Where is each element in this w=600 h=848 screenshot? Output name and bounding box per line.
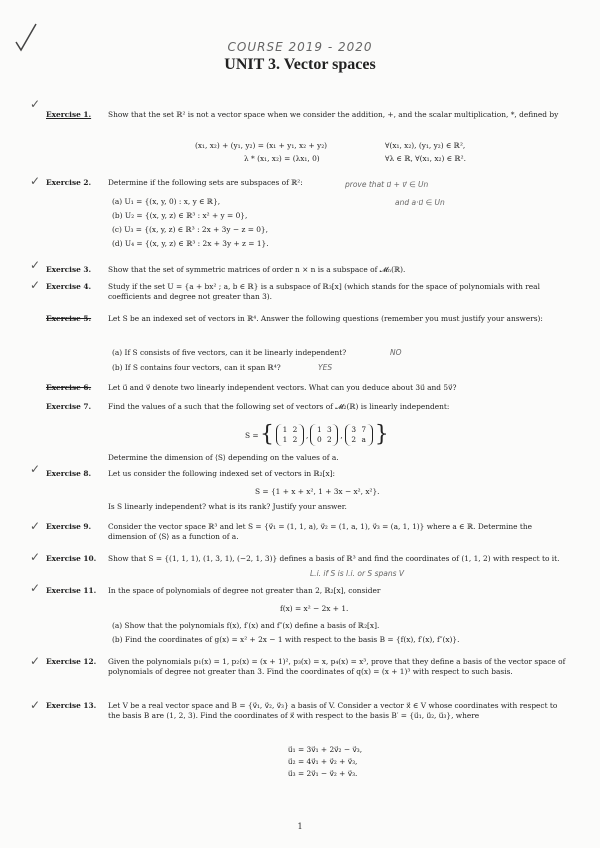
exercise-text: Consider the vector space ℝ³ and let S = {v⃗₁ = (1, 1, a), v⃗₂ = (1, a, 1), v⃗₃ = (a, 1, 1)} where a ∈ ℝ. Determine the dimension of ⟨S⟩ as a function of a.	[108, 522, 532, 541]
equation: u⃗₁ = 3v⃗₁ + 2v⃗₂ − v⃗₃,	[288, 745, 363, 754]
page-title: UNIT 3. Vector spaces	[224, 56, 376, 73]
matrix-entry: 0	[317, 435, 322, 444]
set-label: S =	[245, 431, 259, 440]
exercise-label: Exercise 1.	[46, 110, 92, 119]
sub-item: (d) U₄ = {(x, y, z) ∈ ℝ³ : 2x + 3y + z = 1}.	[112, 239, 269, 248]
exercise-text: Let V be a real vector space and B = {v⃗₁, v⃗₂, v⃗₃} a basis of V. Consider a vector x⃗ ∈ V whose coordinates with respect to the basis B are (1, 2, 3). Find the coordinates of x⃗ with respect to the basis B′ = {u⃗₁, u⃗₂, u⃗₃}, where	[108, 701, 558, 720]
exercise-label: Exercise 2.	[46, 178, 92, 187]
exercise-label: Exercise 8.	[46, 469, 92, 478]
exercise-label: Exercise 4.	[46, 282, 92, 291]
handwritten-note: prove that u⃗ + v⃗ ∈ Un	[345, 180, 429, 189]
exercise-label: Exercise 11.	[46, 586, 97, 595]
exercise-text: Show that S = {(1, 1, 1), (1, 3, 1), (−2, 1, 3)} defines a basis of ℝ³ and find the coordinates of (1, 1, 2) with respect to it.	[108, 554, 560, 563]
equation-condition: ∀(x₁, x₂), (y₁, y₂) ∈ ℝ²,	[385, 141, 466, 150]
equation: (x₁, x₂) + (y₁, y₂) = (x₁ + y₁, x₂ + y₂)	[195, 141, 328, 150]
matrix-entry: 2	[292, 435, 298, 444]
exercise-label: Exercise 9.	[46, 522, 92, 531]
exercise-label: Exercise 12.	[46, 657, 97, 666]
matrix-entry: 7	[361, 425, 367, 434]
course-header: COURSE 2019 - 2020	[227, 40, 373, 54]
matrix-entry: 3	[327, 425, 332, 434]
page-number: 1	[297, 822, 303, 831]
separator: ,	[306, 430, 309, 440]
exercise-text: Let us consider the following indexed set of vectors in ℝ₂[x]:	[108, 469, 335, 478]
checkmark-icon: ✓	[30, 174, 41, 188]
handwritten-note: L.i. if S is l.i. or S spans V	[310, 569, 405, 578]
matrix-set	[260, 420, 389, 450]
matrix-entry: 1	[282, 435, 288, 444]
exercise-text: Determine the dimension of ⟨S⟩ depending on the values of a.	[108, 453, 339, 462]
exercise-text: Show that the set ℝ² is not a vector space when we consider the addition, +, and the scalar multiplication, *, defined by	[108, 110, 559, 119]
exercise-text: Let u⃗ and v⃗ denote two linearly independent vectors. What can you deduce about 3u⃗ and 5v⃗?	[108, 383, 457, 392]
right-brace: }	[374, 422, 389, 447]
checkmark-icon: ✓	[30, 581, 41, 595]
exercise-text: Given the polynomials p₁(x) = 1, p₂(x) = (x + 1)², p₃(x) = x, p₄(x) = x³, prove that they define a basis of the vector space of polynomials of degree not greater than 3. Find the coordinates of q(x) = (x + 1)³ with respect to such basis.	[108, 657, 566, 676]
exercise-label: Exercise 7.	[46, 402, 92, 411]
sub-item: (c) U₃ = {(x, y, z) ∈ ℝ³ : 2x + 3y − z = 0},	[112, 225, 268, 234]
exercise-text: Show that the set of symmetric matrices of order n × n is a subspace of 𝓜ₙ(ℝ).	[108, 265, 406, 274]
exercise-label: Exercise 5.	[46, 314, 92, 323]
checkmark-icon: ✓	[30, 278, 41, 292]
left-brace: {	[260, 422, 274, 447]
checkmark-icon: ✓	[30, 550, 41, 564]
separator: ,	[340, 430, 343, 440]
sub-item: (b) If S contains four vectors, can it span ℝ⁴?	[112, 363, 281, 372]
exercise-text: Determine if the following sets are subspaces of ℝ²:	[108, 178, 303, 187]
handwritten-note: YES	[318, 363, 333, 372]
checkmark-icon: ✓	[30, 698, 41, 712]
exercise-text: In the space of polynomials of degree not greater than 2, ℝ₂[x], consider	[108, 586, 381, 595]
equation-condition: ∀λ ∈ ℝ, ∀(x₁, x₂) ∈ ℝ².	[385, 154, 466, 163]
exercise-text: Study if the set U = {a + bx² ; a, b ∈ ℝ} is a subspace of ℝ₃[x] (which stands for the space of polynomials with real coefficients and degree not greater than 3).	[108, 282, 540, 301]
exercise-text: Find the values of a such that the following set of vectors of 𝓜₂(ℝ) is linearly independent:	[108, 402, 450, 411]
matrix-entry: 2	[351, 435, 357, 444]
equation: f(x) = x² − 2x + 1.	[280, 604, 349, 613]
sub-item: (a) U₁ = {(x, y, 0) : x, y ∈ ℝ},	[112, 197, 221, 206]
sub-item: (a) If S consists of five vectors, can it be linearly independent?	[112, 348, 347, 357]
matrix	[276, 424, 304, 446]
handwritten-note: and a·u⃗ ∈ Un	[395, 198, 445, 207]
exercise-label: Exercise 6.	[46, 383, 92, 392]
equation: u⃗₃ = 2v⃗₁ − v⃗₂ + v⃗₃.	[288, 769, 358, 778]
matrix-entry: 1	[282, 425, 288, 434]
matrix-entry: 2	[292, 425, 298, 434]
matrix	[345, 424, 373, 446]
checkmark-icon: ✓	[30, 519, 41, 533]
checkmark-icon: ✓	[30, 97, 41, 111]
checkmark-icon: ✓	[30, 654, 41, 668]
checkmark-icon: ✓	[30, 462, 41, 476]
matrix-entry: 1	[317, 425, 322, 434]
matrix-entry: 2	[327, 435, 332, 444]
sub-item: (b) U₂ = {(x, y, z) ∈ ℝ³ : x² + y = 0},	[112, 211, 248, 220]
handwritten-note: NO	[390, 348, 402, 357]
exercise-label: Exercise 13.	[46, 701, 97, 710]
exercise-label: Exercise 10.	[46, 554, 97, 563]
sub-item: (b) Find the coordinates of g(x) = x² + 2x − 1 with respect to the basis B = {f(x), f′(x), f″(x)}.	[112, 635, 460, 644]
sub-item: (a) Show that the polynomials f(x), f′(x) and f″(x) define a basis of ℝ₂[x].	[112, 621, 380, 630]
exercise-text: Is S linearly independent? what is its rank? Justify your answer.	[108, 502, 347, 511]
equation: λ * (x₁, x₂) = (λx₁, 0)	[244, 154, 320, 163]
matrix-entry: 3	[351, 425, 357, 434]
checkmark-icon: ✓	[30, 258, 41, 272]
matrix	[310, 424, 338, 446]
exercise-text: Let S be an indexed set of vectors in ℝ⁴. Answer the following questions (remember you must justify your answers):	[108, 314, 543, 323]
matrix-entry: a	[361, 435, 366, 444]
equation: u⃗₂ = 4v⃗₁ + v⃗₂ + v⃗₃,	[288, 757, 358, 766]
equation: S = {1 + x + x², 1 + 3x − x², x²}.	[255, 487, 380, 496]
exercise-label: Exercise 3.	[46, 265, 92, 274]
